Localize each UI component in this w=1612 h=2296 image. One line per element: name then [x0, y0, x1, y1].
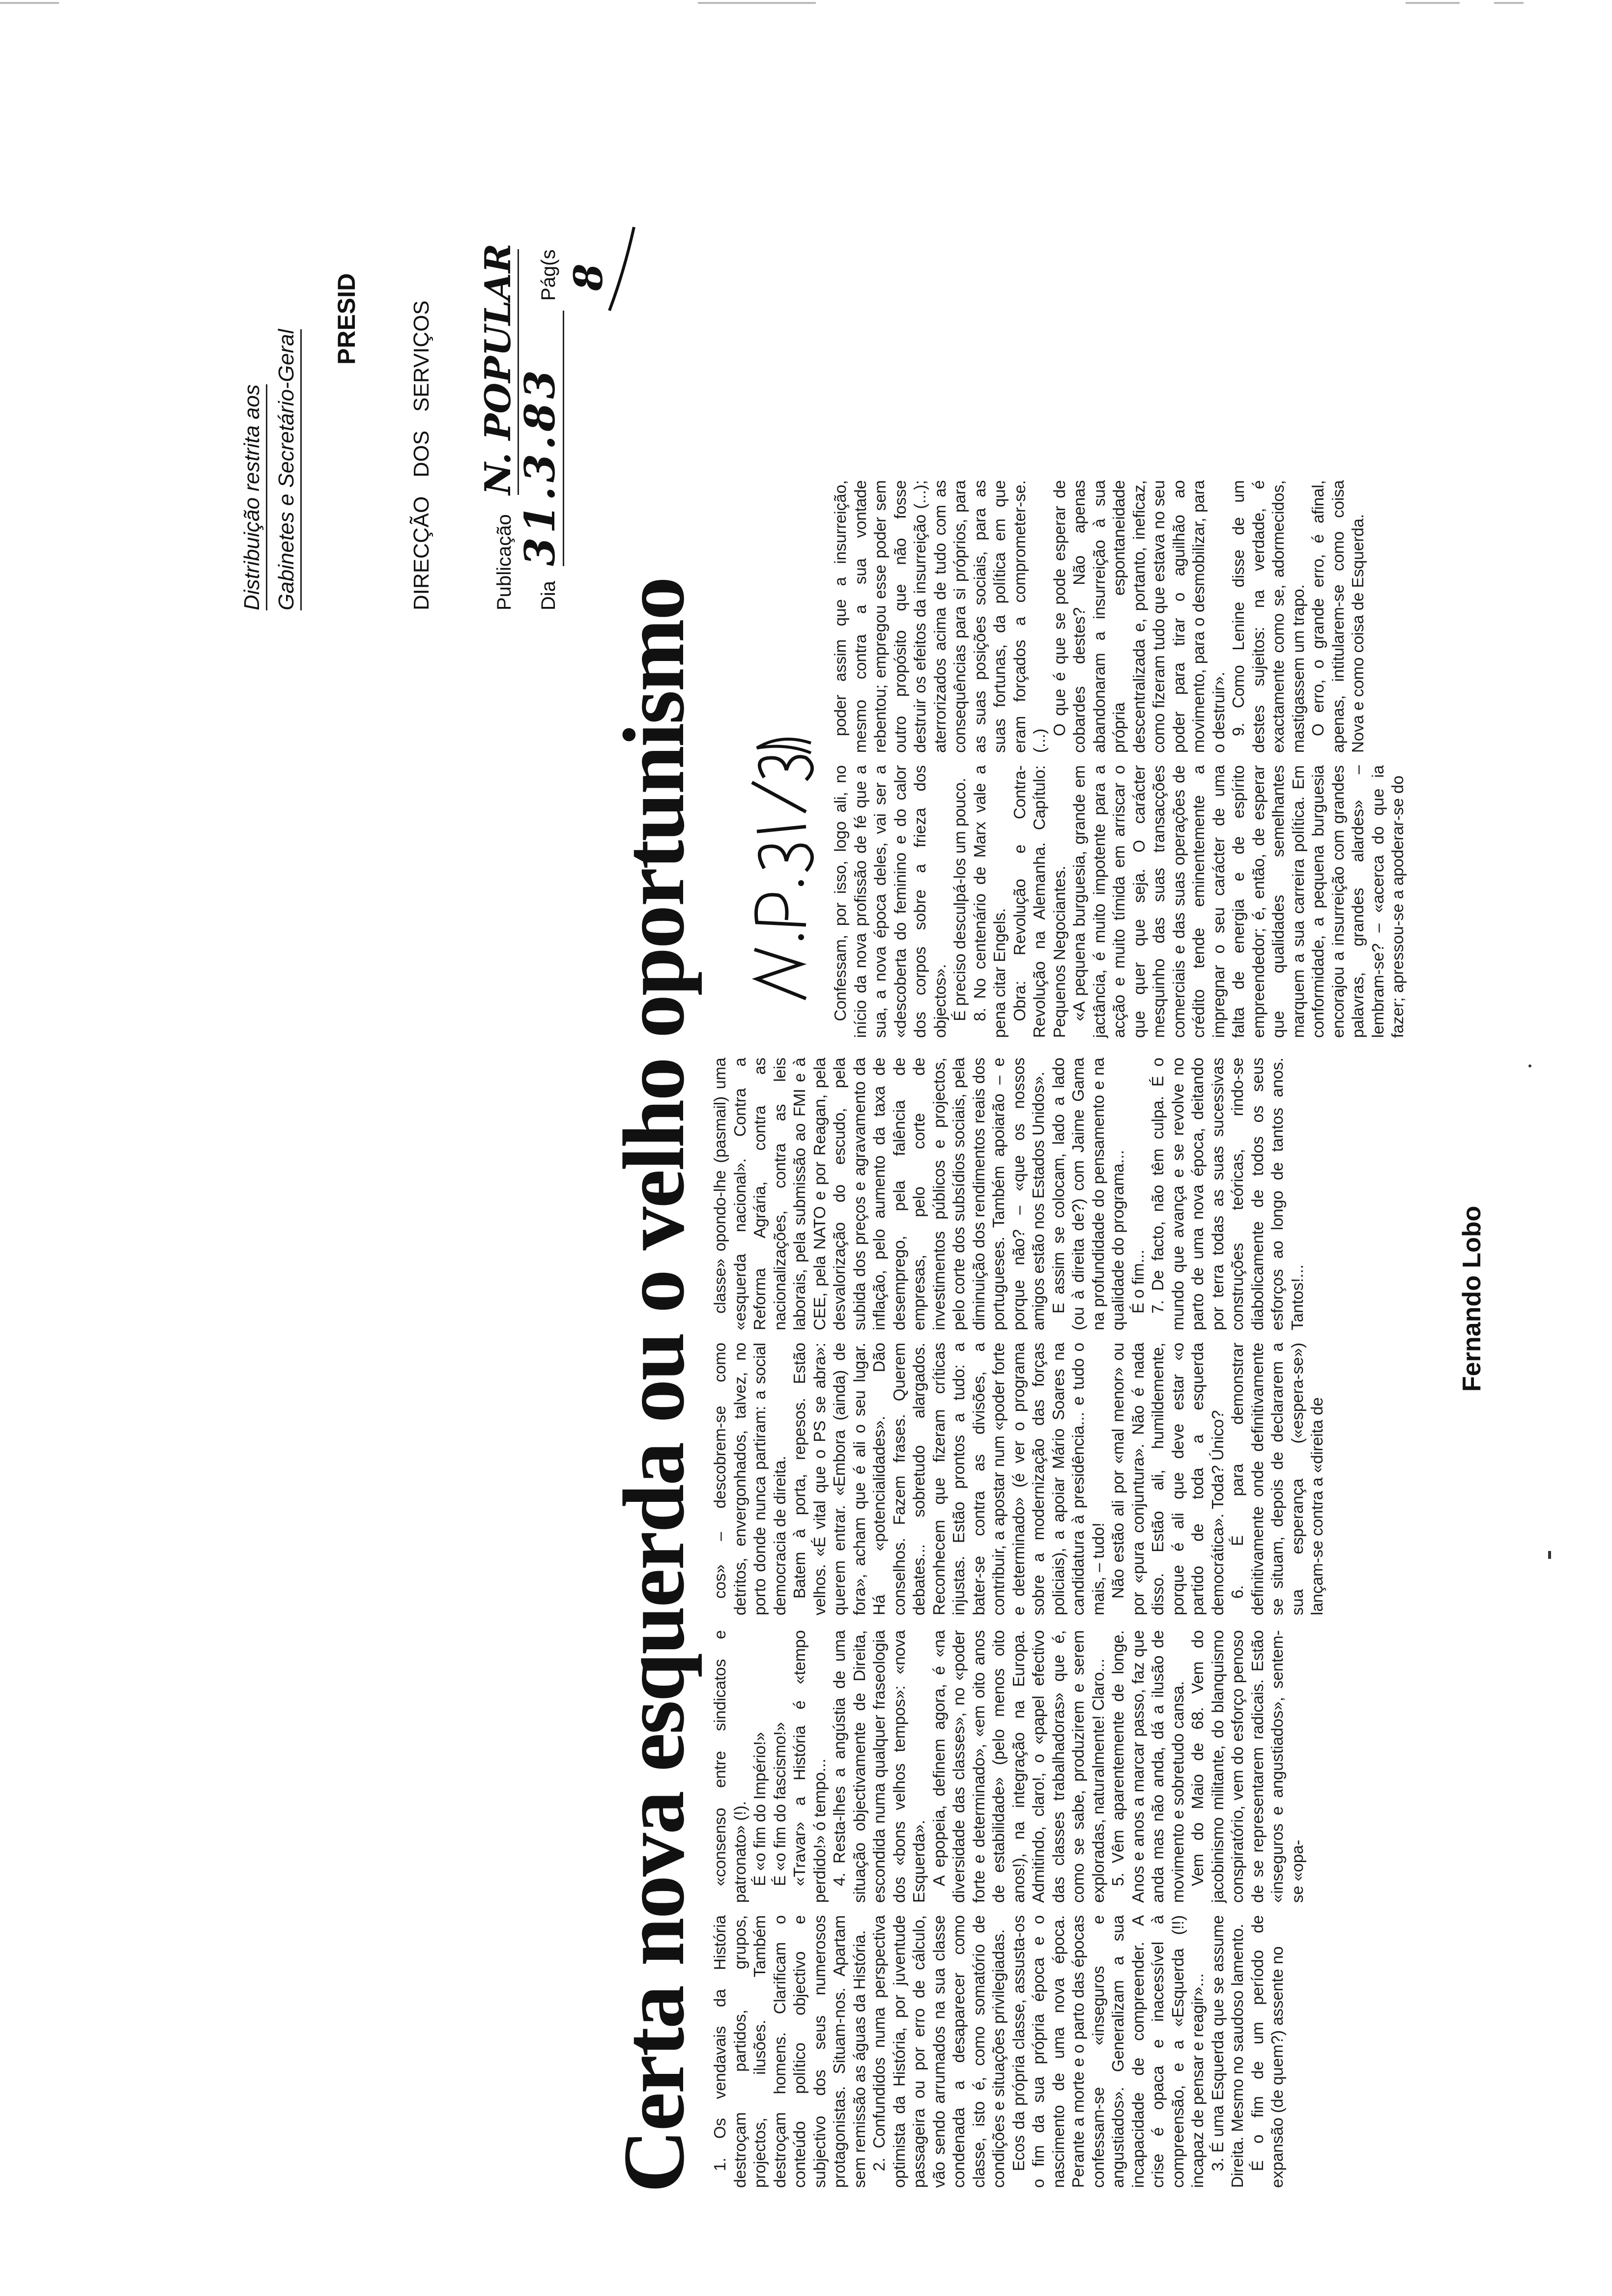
article-paragraph: O que é que se pode esperar de cobardes destes? Não apenas abandonaram a insurreição à sua própria espontaneidade descentralizada e, portanto, ineficaz, como fizeram tudo que estava no seu poder para tirar o aguilhão ao movimento, para o desmobilizar, para o destruir». — [1050, 480, 1228, 753]
article-paragraph: 2. Confundidos numa perspectiva optimista da História, por juventude passageira ou por erro de cálculo, vão sendo arrumados na sua classe condenada a desaparecer como classe, isto é, como somatório de condições e situações privilegiadas. — [870, 1915, 1008, 2188]
article-paragraph: 3. É uma Esquerda que se assume Direita. Mesmo no saudoso lamento. — [1208, 1915, 1246, 2188]
article-paragraph: «A pequena burguesia, grande em jactância, é muito impotente para a acção e muito tímida em arriscar o que quer que seja. O carácter mesquinho das suas transacções comerciais e das suas operações de crédito tende eminentemente a impregnar o seu carácter de uma falta de energia e de espírito empreendedor; é, então, de esperar que qualidades semelhantes marquem a sua carreira política. Em conformidade, a pequena burguesia encorajou a insurreição com grandes palavras, grandes alardes» – lembram-se? – «acerca do que ia fazer; apressou-se a apoderar-se do — [1070, 765, 1407, 1038]
article-paragraph: A epopeia, definem agora, é «na diversidade das classes», no «poder forte e determinado», «em oito anos de estabilidade» (pelo menos oito anos!), na integração na Europa. Admitindo, claro!, o «papel efectivo das classes trabalhadoras» que é, como se sabe, produzirem e serem exploradas, naturalmente! Claro... — [929, 1630, 1107, 1903]
article-paragraph: É preciso desculpá-los um pouco. — [950, 777, 969, 1021]
author-signature: Fernando Lobo — [1458, 1205, 1486, 1392]
article-paragraph: É «o fim do Império!» — [750, 1732, 769, 1886]
article-paragraph: classe» opondo-lhe (pasmail) uma «esquerda nacional». Contra a Reforma Agrária, contra as nacionalizações, contra as leis laborais, pela submissão ao FMI e à CEE, pela NATO e por Reagan, pela desvalorização do escudo, pela subida dos preços e agravamento da inflação, pelo aumento da taxa de desemprego, pela falência de empresas, pelo corte de investimentos públicos e projectos, pelo corte dos subsídios sociais, pela diminuição dos rendimentos reais dos portugueses. Também apoiarão – e porque não? – «que os nossos amigos estão nos Estados Unidos». — [711, 1058, 1047, 1330]
stamp-office: PRESID — [333, 273, 360, 365]
handwritten-annotation — [737, 733, 821, 1008]
article-paragraph: 9. Como Lenine disse de um destes sujeitos: na verdade, é exactamente como se, adormecidos, mastigassem um trapo. — [1229, 480, 1307, 753]
stamp-line-2: Gabinetes e Secretário-Geral — [273, 329, 302, 610]
article-paragraph: É o fim... — [1128, 1249, 1147, 1314]
article-paragraph: 8. No centenário de Marx vale a pena citar Engels. — [970, 765, 1008, 1038]
distribution-stamp — [238, 144, 641, 610]
article-paragraph: Ecos da própria classe, assusta-os o fim da sua própria época e o nascimento de uma nova época. Perante a morte e o parto das épocas confessam-se «inseguros e angustiados». Generalizam a sua incapacidade de compreender. A crise é opaca e inacessível à compreensão, e a «Esquerda (!!) incapaz de pensar e reagir»... — [1009, 1915, 1207, 2188]
article-paragraph: 1. Os vendavais da História destroçam partidos, grupos, projectos, ilusões. Também destroçam homens. Clarificam o conteúdo político objectivo e subjectivo dos seus numerosos protagonistas. Situam-nos. Apartam sem remissão as águas da História. — [711, 1915, 868, 2188]
stamp-department: DIRECÇÃO DOS SERVIÇOS — [409, 300, 433, 610]
article-paragraph: cos» – descobrem-se como detritos, envergonhados, talvez, no porto donde nunca partiram: a social democracia de direita. — [711, 1343, 789, 1615]
article-paragraph: Obra: Revolução e Contra-Revolução na Alemanha. Capítulo: Pequenos Negociantes. — [1010, 765, 1068, 1038]
article-column-6 — [831, 480, 1368, 753]
article-paragraph: «Travar» a História é «tempo perdido!» ó tempo... — [790, 1630, 829, 1903]
article-paragraph: Confessam, por isso, logo ali, no início da nova profissão de fé que a sua, a nova época deles, vai ser a «descoberta do feminino e do calor dos corpos sobre a frieza dos objectos». — [831, 765, 949, 1038]
article-paragraph: Vem do Maio de 68. Vem do jacobinismo militante, do blanquismo conspiratório, vem do esforço penoso de se representarem radicais. Estão «inseguros e angustiados», sentem-se «opa- — [1188, 1630, 1306, 1903]
stray-mark — [1548, 1551, 1551, 1559]
stamp-pag-label: Pág(s — [538, 249, 559, 301]
pag-underline-stroke — [604, 217, 639, 316]
article-column-5 — [831, 765, 1408, 1038]
stamp-publicacao-value: N. POPULAR — [477, 243, 518, 495]
headline: Certa nova esquerda ou o velho oportunismo — [605, 578, 702, 2193]
article-paragraph: É o fim de um período de expansão (de quem?) assente no — [1248, 1915, 1286, 2188]
article-paragraph: É «o fim do fascismo!» — [770, 1722, 789, 1886]
stamp-pag-value: 8 — [565, 263, 611, 291]
article-column-2 — [710, 1630, 1307, 1903]
stamp-dia-value: 31.3.83 — [518, 311, 564, 566]
article-paragraph: 7. De facto, não têm culpa. É o mundo que avança e se revolve no parto de uma nova época, deitando por terra todas as suas sucessivas construções teóricas, rindo-se diabolicamente de todos os seus esforços ao longo de tantos anos. Tantos!... — [1149, 1058, 1306, 1330]
article-paragraph: 6. É para demonstrar definitivamente onde definitivamente se situam, depois de declararem a sua esperança («espera-se») lançam-se contra a «direita de — [1228, 1343, 1326, 1615]
article-paragraph: 4. Resta-lhes a angústia de uma situação objectivamente de Direita, escondida numa qualquer fraseologia dos «bons velhos tempos»: «nova Esquerda». — [830, 1630, 928, 1903]
stamp-dia-label: Dia — [538, 580, 559, 610]
article-column-4 — [710, 1058, 1307, 1330]
stamp-publicacao-label: Publicação — [493, 514, 515, 610]
article-paragraph: poder assim que a insurreição, mesmo contra a sua vontade rebentou; empregou esse poder sem outro propósito que não fosse destruir os efeitos da insurreição (...); aterrorizados acima de tudo com as consequências para si próprios, para as suas posições sociais, para as suas fortunas, da política em que eram forçados a comprometer-se. (...) — [831, 480, 1048, 753]
article-column-1 — [710, 1915, 1288, 2188]
article-paragraph: «consenso entre sindicatos e patronato» (!). — [711, 1630, 749, 1903]
article-paragraph: Batem à porta, repesos. Estão velhos. «É vital que o PS se abra»: querem entrar. «Embora (ainda) de fora», acham que é ali o seu lugar. Há «potencialidades». Dão conselhos. Fazem frases. Querem debates... sobretudo alargados. Reconhecem que fizeram críticas injustas. Estão prontos a tudo: a bater-se contra as divisões, a contribuir, a apostar num «poder forte e determinado» (é ver o programa sobre a modernização das forças policiais), a apoiar Mário Soares na candidatura à presidência... e tudo o mais, – tudo! — [790, 1343, 1107, 1615]
stray-mark — [1528, 1064, 1531, 1067]
article-paragraph: O erro, o grande erro, é afinal, apenas, intitularem-se como coisa Nova e como coisa de Esquerda. — [1309, 480, 1367, 753]
stamp-line-1: Distribuição restrita aos — [238, 384, 267, 610]
article-paragraph: Não estão ali por «mal menor» ou por «pura conjuntura». Não é nada disso. Estão ali, humildemente, porque é ali que deve estar «o partido de toda a esquerda democrática». Toda? Único? — [1109, 1343, 1227, 1615]
article-paragraph: 5. Vêm aparentemente de longe. Anos e anos a marcar passo, faz que anda mas não anda, dá a ilusão de movimento e sobretudo cansa. — [1109, 1630, 1187, 1903]
article-column-3 — [710, 1343, 1327, 1615]
article-paragraph: E assim se colocam, lado a lado (ou à direita de?) com Jaime Gama na profundidade do pensamento e na qualidade do programa... — [1049, 1058, 1127, 1330]
